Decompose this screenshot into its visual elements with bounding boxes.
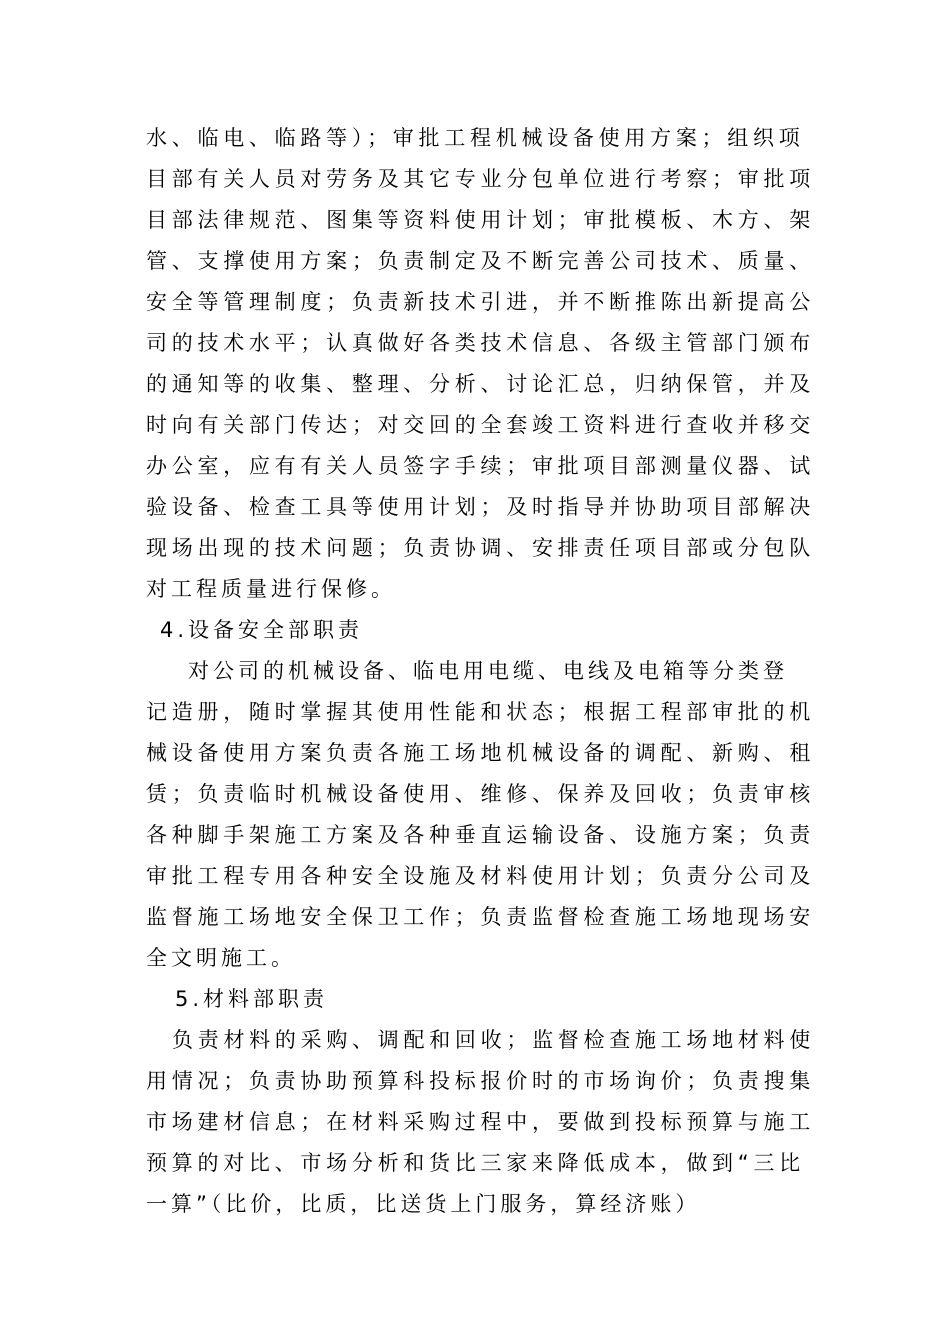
body-text-line: 监督施工场地安全保卫工作；负责监督检查施工场地现场安 — [146, 905, 815, 929]
body-text-line: 办公室，应有有关人员签字手续；审批项目部测量仪器、试 — [146, 454, 815, 478]
body-text-line: 目部有关人员对劳务及其它专业分包单位进行考察；审批项 — [146, 167, 815, 191]
body-text-line: 现场出现的技术问题；负责协调、安排责任项目部或分包队 — [146, 536, 815, 560]
body-text-line: 对公司的机械设备、临电用电缆、电线及电箱等分类登 — [188, 659, 788, 683]
section-heading-4: 4.设备安全部职责 — [160, 618, 364, 642]
body-text-line: 预算的对比、市场分析和货比三家来降低成本，做到“三比 — [146, 1151, 805, 1175]
body-text-line: 各种脚手架施工方案及各种垂直运输设备、设施方案；负责 — [146, 823, 815, 847]
body-text-line: 目部法律规范、图集等资料使用计划；审批模板、木方、架 — [146, 208, 815, 232]
body-text-line: 水、临电、临路等）；审批工程机械设备使用方案；组织项 — [146, 126, 805, 150]
body-text-line: 司的技术水平；认真做好各类技术信息、各级主管部门颁布 — [146, 331, 815, 355]
body-text-line: 管、支撑使用方案；负责制定及不断完善公司技术、质量、 — [146, 249, 815, 273]
body-text-line: 用情况；负责协助预算科投标报价时的市场询价；负责搜集 — [146, 1069, 815, 1093]
body-text-line: 一算”（比价，比质，比送货上门服务，算经济账） — [146, 1192, 701, 1216]
body-text-line: 验设备、检查工具等使用计划；及时指导并协助项目部解决 — [146, 495, 815, 519]
body-text-line: 械设备使用方案负责各施工场地机械设备的调配、新购、租 — [146, 741, 815, 765]
body-text-line: 赁；负责临时机械设备使用、维修、保养及回收；负责审核 — [146, 782, 815, 806]
body-text-line: 时向有关部门传达；对交回的全套竣工资料进行查收并移交 — [146, 413, 815, 437]
body-text-line: 记造册，随时掌握其使用性能和状态；根据工程部审批的机 — [146, 700, 815, 724]
body-text-line: 审批工程专用各种安全设施及材料使用计划；负责分公司及 — [146, 864, 815, 888]
section-heading-5: 5.材料部职责 — [175, 987, 329, 1011]
body-text-line: 全文明施工。 — [146, 946, 296, 970]
body-text-line: 负责材料的采购、调配和回收；监督检查施工场地材料使 — [172, 1028, 815, 1052]
body-text-line: 的通知等的收集、整理、分析、讨论汇总，归纳保管，并及 — [146, 372, 815, 396]
body-text-line: 市场建材信息；在材料采购过程中，要做到投标预算与施工 — [146, 1110, 815, 1134]
body-text-line: 对工程质量进行保修。 — [146, 577, 396, 601]
body-text-line: 安全等管理制度；负责新技术引进，并不断推陈出新提高公 — [146, 290, 815, 314]
